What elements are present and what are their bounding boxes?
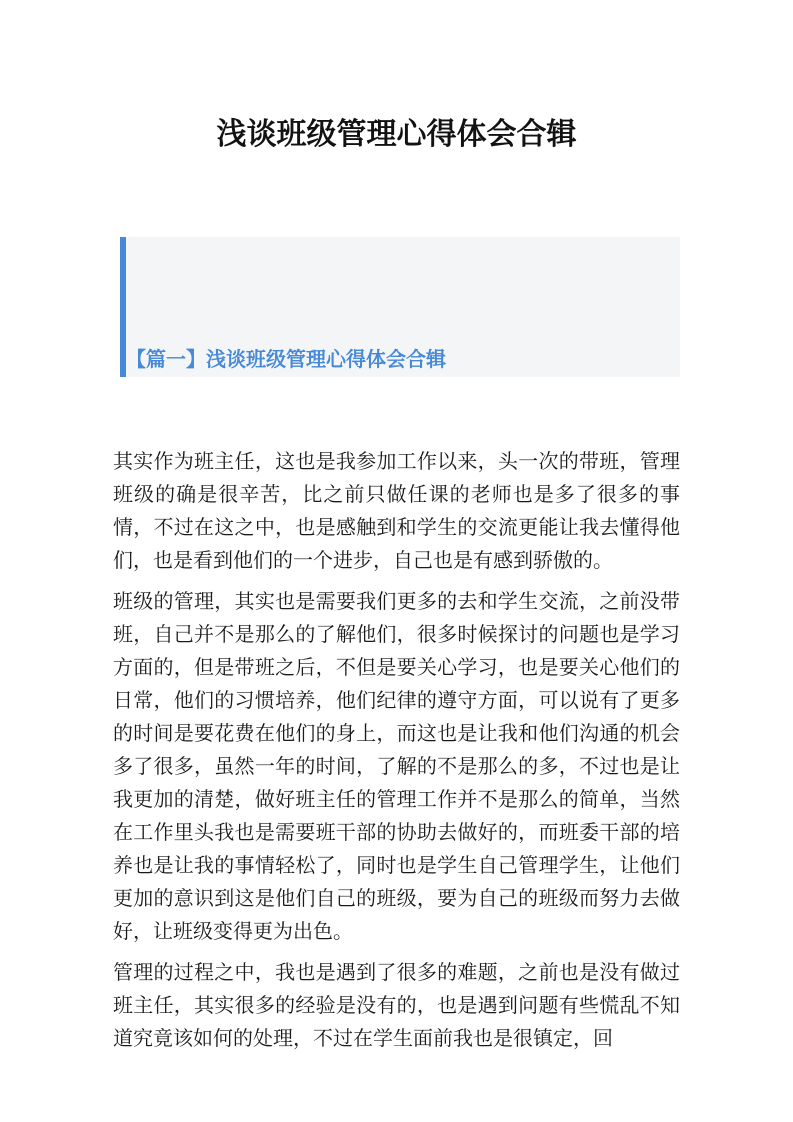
accent-bar <box>120 237 126 377</box>
body-paragraph: 其实作为班主任，这也是我参加工作以来，头一次的带班，管理班级的确是很辛苦，比之前只做任课的老师也是多了很多的事情，不过在这之中，也是感触到和学生的交流更能让我去懂得他们，也是看到他们的一个进步，自己也是有感到骄傲的。 <box>113 451 680 572</box>
body-paragraph: 管理的过程之中，我也是遇到了很多的难题，之前也是没有做过班主任，其实很多的经验是没有的，也是遇到问题有些慌乱不知道究竟该如何的处理，不过在学生面前我也是很镇定，回 <box>113 962 680 1050</box>
section-header-box <box>120 237 680 377</box>
document-body <box>113 446 680 1064</box>
document-title: 浅谈班级管理心得体会合辑 <box>216 118 577 151</box>
section-heading: 【篇一】浅谈班级管理心得体会合辑 <box>126 349 446 371</box>
body-paragraph: 班级的管理，其实也是需要我们更多的去和学生交流，之前没带班，自己并不是那么的了解他们，很多时候探讨的问题也是学习方面的，但是带班之后，不但是要关心学习，也是要关心他们的日常，他们的习惯培养，他们纪律的遵守方面，可以说有了更多的时间是要花费在他们的身上，而这也是让我和他们沟通的机会多了很多，虽然一年的时间，了解的不是那么的多，不过也是让我更加的清楚，做好班主任的管理工作并不是那么的简单，当然在工作里头我也是需要班干部的协助去做好的，而班委干部的培养也是让我的事情轻松了，同时也是学生自己管理学生，让他们更加的意识到这是他们自己的班级，要为自己的班级而努力去做好，让班级变得更为出色。 <box>113 591 680 943</box>
